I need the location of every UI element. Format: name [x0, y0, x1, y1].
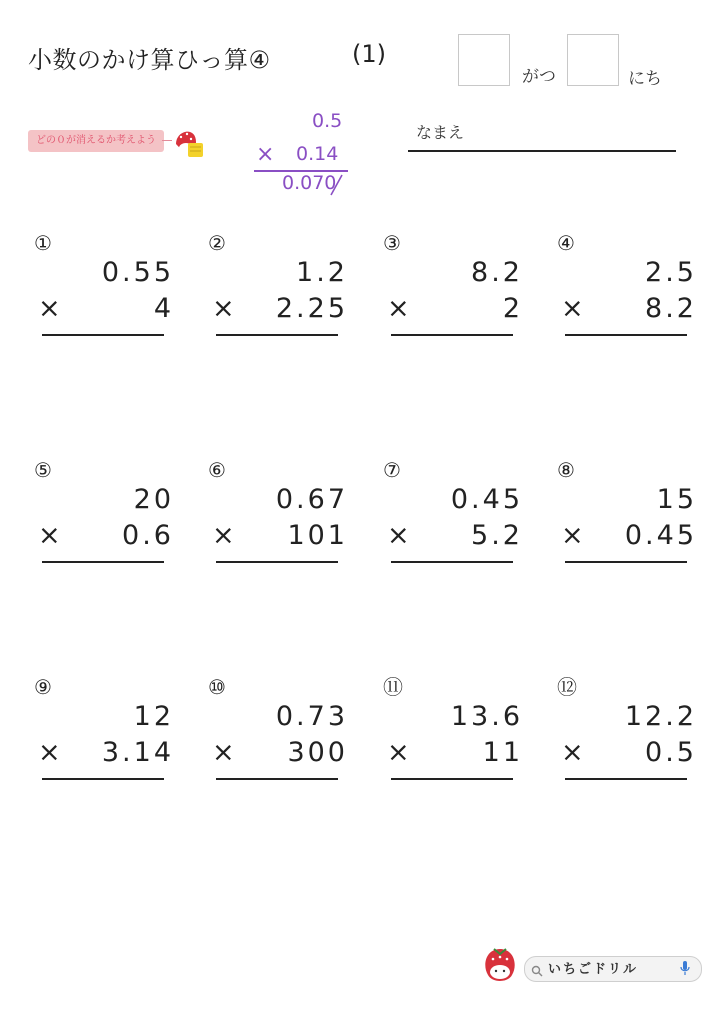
multiplier: 8.2 — [645, 293, 697, 324]
problem-number: ⑥ — [208, 458, 226, 482]
times-sign: × — [212, 737, 235, 768]
example-top-number: 0.5 — [312, 110, 343, 132]
example-bottom-number: 0.14 — [296, 143, 339, 165]
problem-number: ② — [208, 231, 226, 255]
brand-name: いちごドリル — [548, 962, 639, 977]
problem-number: ⑧ — [557, 458, 575, 482]
problem-number: ⑫ — [557, 675, 577, 699]
answer-rule — [565, 334, 687, 336]
problem-6 — [208, 460, 348, 580]
multiplicand: 12.2 — [624, 701, 697, 732]
strawberry-mascot-icon — [170, 124, 208, 160]
answer-rule — [216, 778, 338, 780]
multiplier: 0.5 — [645, 737, 697, 768]
problem-11 — [383, 677, 523, 797]
problem-number: ① — [34, 231, 52, 255]
times-sign: × — [212, 293, 235, 324]
multiplier: 0.6 — [122, 520, 174, 551]
multiplier: 3.14 — [101, 737, 174, 768]
multiplier: 2.25 — [275, 293, 348, 324]
problem-number: ⑨ — [34, 675, 52, 699]
month-label: がつ — [522, 67, 556, 87]
problem-number: ⑦ — [383, 458, 401, 482]
problem-12 — [557, 677, 697, 797]
multiplicand: 13.6 — [450, 701, 523, 732]
set-number: (1) — [352, 40, 386, 68]
problem-number: ⑩ — [208, 675, 226, 699]
day-label: にち — [628, 69, 662, 89]
times-sign: × — [212, 520, 235, 551]
problem-10 — [208, 677, 348, 797]
month-input-box[interactable] — [458, 34, 510, 86]
problem-2 — [208, 233, 348, 353]
problem-number: ④ — [557, 231, 575, 255]
strike-slash-icon — [328, 174, 344, 196]
answer-rule — [216, 561, 338, 563]
times-sign: × — [38, 737, 61, 768]
multiplier: 2 — [502, 293, 523, 324]
answer-rule — [216, 334, 338, 336]
times-sign: × — [387, 737, 410, 768]
problem-number: ③ — [383, 231, 401, 255]
answer-rule — [565, 561, 687, 563]
multiplier: 300 — [287, 737, 348, 768]
day-input-box[interactable] — [567, 34, 619, 86]
answer-rule — [391, 561, 513, 563]
problem-4 — [557, 233, 697, 353]
answer-rule — [565, 778, 687, 780]
problem-8 — [557, 460, 697, 580]
answer-rule — [391, 334, 513, 336]
multiplier: 101 — [287, 520, 348, 551]
times-sign: × — [38, 520, 61, 551]
times-sign: × — [561, 520, 584, 551]
example-result: 0.070 — [282, 172, 337, 194]
problem-9 — [34, 677, 174, 797]
multiplicand: 0.45 — [450, 484, 523, 515]
multiplier: 11 — [482, 737, 523, 768]
multiplier: 4 — [153, 293, 174, 324]
multiplicand: 12 — [133, 701, 174, 732]
problem-7 — [383, 460, 523, 580]
problem-number: ⑪ — [383, 675, 403, 699]
answer-rule — [42, 561, 164, 563]
multiplier: 0.45 — [624, 520, 697, 551]
problem-3 — [383, 233, 523, 353]
name-label: なまえ — [416, 123, 465, 142]
times-sign: × — [387, 520, 410, 551]
multiplicand: 0.55 — [101, 257, 174, 288]
multiplicand: 15 — [656, 484, 697, 515]
multiplier: 5.2 — [471, 520, 523, 551]
times-sign: × — [561, 737, 584, 768]
answer-rule — [42, 778, 164, 780]
problem-1 — [34, 233, 174, 353]
multiplicand: 1.2 — [296, 257, 348, 288]
problem-number: ⑤ — [34, 458, 52, 482]
answer-rule — [391, 778, 513, 780]
multiplicand: 2.5 — [645, 257, 697, 288]
multiplicand: 8.2 — [471, 257, 523, 288]
search-icon — [531, 962, 543, 974]
multiplicand: 0.67 — [275, 484, 348, 515]
problem-5 — [34, 460, 174, 580]
microphone-icon — [680, 960, 690, 976]
name-underline[interactable] — [408, 150, 676, 152]
strawberry-mascot-icon — [480, 945, 520, 987]
times-sign: × — [38, 293, 61, 324]
times-sign: × — [387, 293, 410, 324]
multiplicand: 20 — [133, 484, 174, 515]
worksheet-title: 小数のかけ算ひっ算④ — [28, 46, 271, 74]
times-sign: × — [561, 293, 584, 324]
multiplicand: 0.73 — [275, 701, 348, 732]
answer-rule — [42, 334, 164, 336]
example-times-sign: × — [256, 142, 275, 167]
hint-bubble: どの０が消えるか考えよう — [28, 130, 164, 152]
